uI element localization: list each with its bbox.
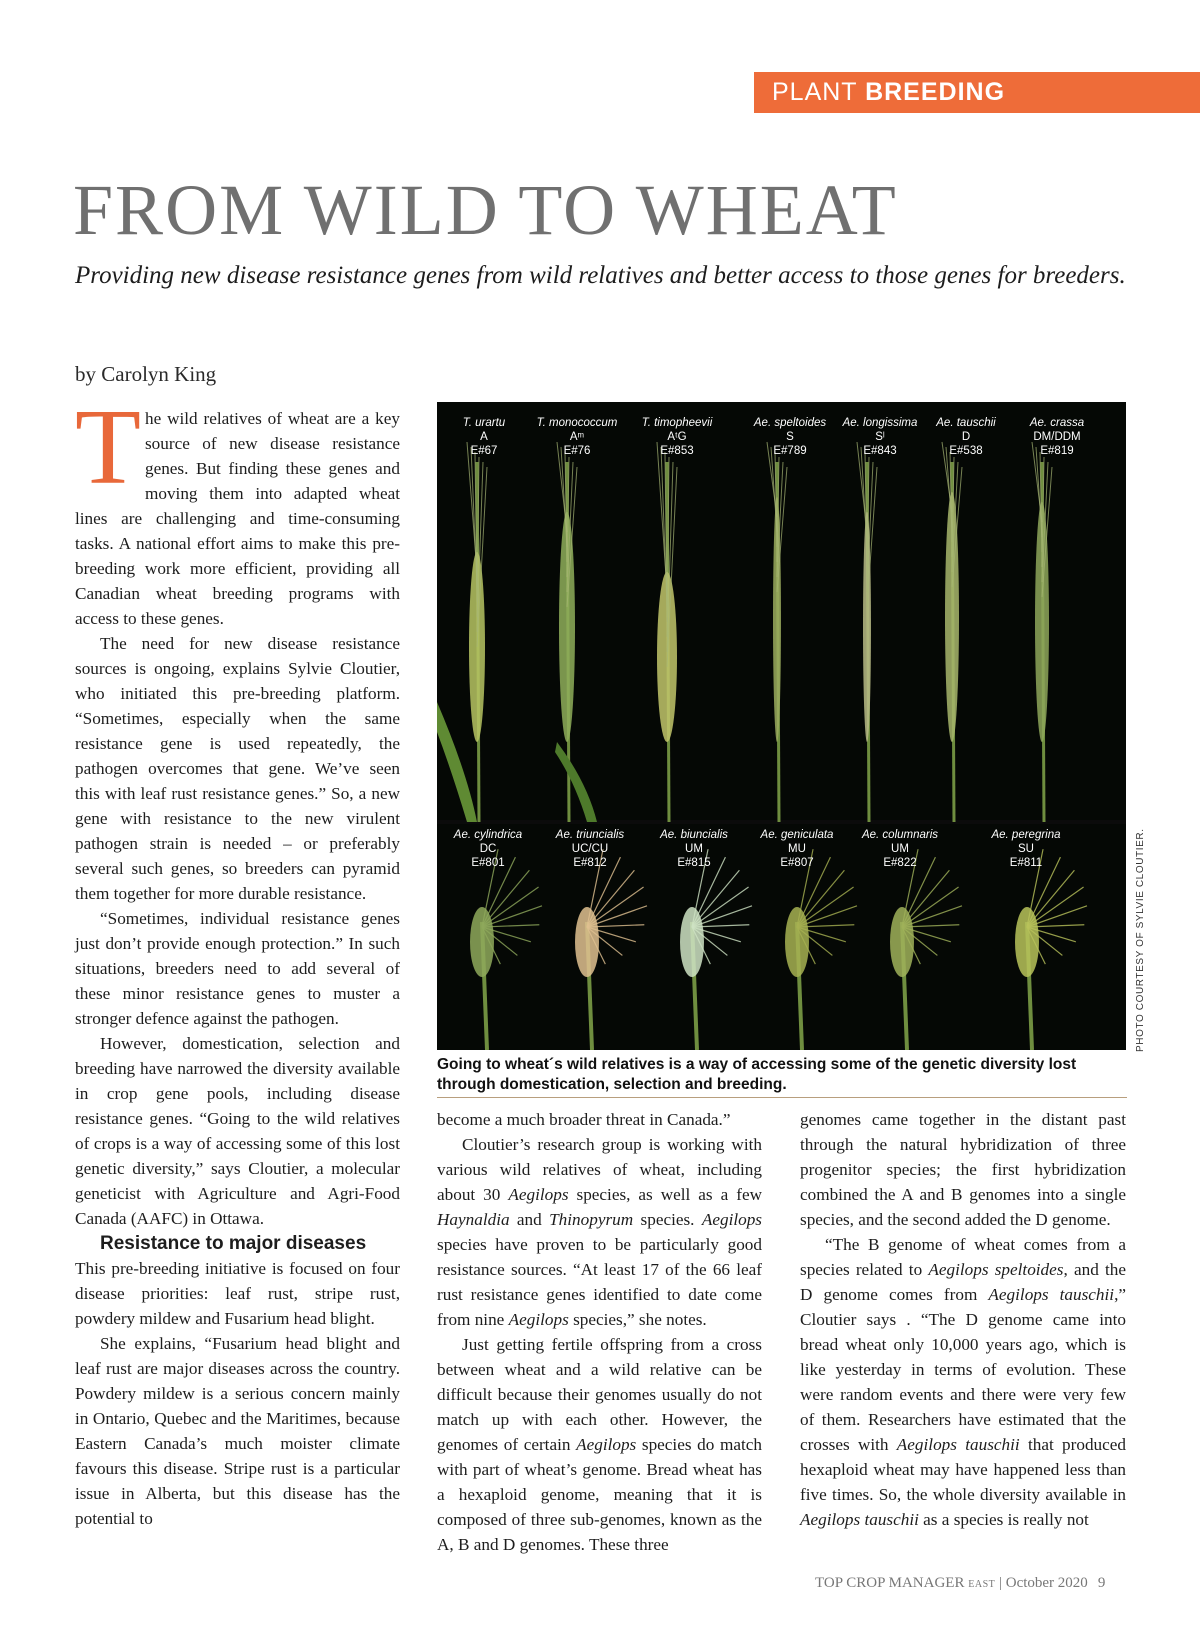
paragraph: Just getting fertile offspring from a cross between wheat and a wild relative can be difficult because their genomes usually do not match up with each other. However, the genomes of certain Aegilops species do match with part of wheat’s genome. Bread wheat has a hexaploid genome, meaning that it is composed of three sub-genomes, known as the A, B and D genomes. These three [437,1335,762,1554]
paragraph: This pre-breeding initiative is focused on four disease priorities: leaf rust, stripe rust, powdery mildew and Fusarium head blight. [75,1259,400,1328]
accession-code: E#538 [949,445,983,457]
species-name: Ae. triuncialis [555,829,625,841]
species-label [545,828,635,870]
species-label [649,828,739,870]
species-name: Ae. biuncialis [660,829,728,841]
genome-label: A [480,431,488,443]
magazine-name: TOP CROP MANAGER [815,1575,969,1591]
wheat-spikes-illustration [437,402,1126,1050]
section-label-bold: BREEDING [865,78,1006,106]
dropcap: T [75,388,141,507]
species-label [752,828,842,870]
genome-label: AᵗG [667,431,687,443]
paragraph: genomes came together in the distant past through the natural hybridization of three progenitor species; the first hybridization combined the A and B genomes into a single species, and the second added the D genome. [800,1110,1126,1229]
paragraph: become a much broader threat in Canada.” [437,1110,731,1129]
photo-credit: PHOTO COURTESY OF SYLVIE CLOUTIER. [1135,828,1146,1052]
paragraph: However, domestication, selection and breeding have narrowed the diversity available in crop gene pools, including disease resistance genes. “Going to the wild relatives of crops is a way of accessing some of this lost genetic diversity,” says Cloutier, a molecular geneticist with Agriculture and Agri-Food Canada (AAFC) in Ottawa. [75,1034,400,1228]
species-label [835,416,925,458]
species-label [855,828,945,870]
species-label [981,828,1071,870]
accession-code: E#807 [780,857,814,869]
wheat-relatives-photo [437,402,1126,1050]
species-name: T. urartu [462,417,506,429]
species-name: Ae. peregrina [991,829,1061,841]
subhead: Resistance to major diseases [100,1233,367,1254]
genome-label: DC [479,843,497,855]
accession-code: E#853 [660,445,694,457]
species-label [439,416,529,458]
species-label [443,828,533,870]
genome-label: UM [685,843,703,855]
genome-label: UC/CU [571,843,609,855]
caption-divider [437,1097,1127,1098]
species-label [921,416,1011,458]
section-label-light: PLANT [772,78,866,106]
species-name: T. timopheevii [641,417,713,429]
species-label [532,416,622,458]
species-label [745,416,835,458]
genome-label: SU [1018,843,1034,855]
paragraph: “Sometimes, individual resistance genes just don’t provide enough protection.” In such situations, breeders need to add several of these minor resistance genes to muster a stronger defence against the pathogen. [75,909,400,1028]
paragraph-text: he wild relatives of wheat are a key source of new disease resistance genes. But finding these genes and moving them into adapted wheat lines are challenging and time-consuming tasks. A national effort aims to make this pre-breeding work more efficient, providing all Canadian wheat breeding programs with access to these genes. [75,409,400,628]
accession-code: E#812 [573,857,607,869]
species-name: Ae. longissima [842,417,918,429]
article-column-2 [437,1107,762,1557]
page-footer [815,1575,1105,1592]
deck: Providing new disease resistance genes from wild relatives and better access to those genes for breeders. [75,262,1126,289]
species-name: Ae. geniculata [760,829,834,841]
accession-code: E#76 [563,445,591,457]
species-label [1012,416,1102,458]
paragraph: The need for new disease resistance sources is ongoing, explains Sylvie Cloutier, who initiated this pre-breeding platform. “Sometimes, especially when the same resistance gene is used repeatedly, the pathogen overcomes that gene. We’ve seen this with leaf rust resistance genes.” So, a new gene with resistance to the new virulent pathogen strain is needed – or preferably several such genes, so breeders can pyramid them together for more durable resistance. [75,634,400,903]
byline: by Carolyn King [75,362,217,386]
genome-label: S [786,431,794,443]
section-tab [754,72,1200,113]
edition: EAST [968,1579,996,1590]
accession-code: E#67 [470,445,498,457]
article-column-1 [75,388,400,1531]
species-name: Ae. crassa [1029,417,1085,429]
paragraph: She explains, “Fusarium head blight and leaf rust are major diseases across the country. Powdery mildew is a serious concern mainly in Ontario, Quebec and the Maritimes, because Eastern Canada’s much moister climate favours this disease. Stripe rust is a particular issue in Alberta, but this disease has the potential to [75,1334,400,1528]
genome-label: Sˡ [875,431,885,443]
accession-code: E#843 [863,445,897,457]
paragraph [75,388,400,631]
species-name: Ae. cylindrica [453,829,523,841]
genome-label: MU [788,843,806,855]
page-number: 9 [1097,1575,1106,1591]
species-name: Ae. speltoides [753,417,827,429]
species-label [632,416,722,458]
headline: FROM WILD TO WHEAT [73,170,898,250]
genome-label: D [961,431,971,443]
accession-code: E#822 [883,857,917,869]
accession-code: E#801 [471,857,505,869]
paragraph: Cloutier’s research group is working with various wild relatives of wheat, including about 30 Aegilops species, as well as a few Haynaldia and Thinopyrum species. Aegilops species have proven to be particularly good resistance sources. “At least 17 of the 66 leaf rust resistance genes identified to date come from nine Aegilops species,” she notes. [437,1135,762,1329]
leaf [555,742,597,822]
leaf [437,702,477,822]
genome-label: DM/DDM [1033,431,1081,443]
accession-code: E#811 [1009,857,1043,869]
row-divider [437,820,1126,824]
photo-caption: Going to wheat´s wild relatives is a way of accessing some of the genetic diversity lost through domestication, selection and breeding. [437,1056,1077,1093]
species-name: Ae. tauschii [936,417,996,429]
article-column-3 [800,1107,1126,1532]
genome-label: Aᵐ [569,431,585,443]
accession-code: E#815 [677,857,711,869]
paragraph: “The B genome of wheat comes from a species related to Aegilops speltoides, and the D genome comes from Aegilops tauschii,” Cloutier says . “The D genome came into bread wheat only 10,000 years ago, which is like yesterday in terms of evolution. These were random events and there were very few of them. Researchers have estimated that the crosses with Aegilops tauschii that produced hexaploid wheat may have happened less than five times. So, the whole diversity available in Aegilops tauschii as a species is really not [800,1235,1127,1529]
species-name: T. monococcum [536,417,618,429]
accession-code: E#819 [1040,445,1074,457]
genome-label: UM [891,843,909,855]
issue-date: | October 2020 [995,1575,1088,1591]
species-name: Ae. columnaris [861,829,939,841]
accession-code: E#789 [773,445,807,457]
